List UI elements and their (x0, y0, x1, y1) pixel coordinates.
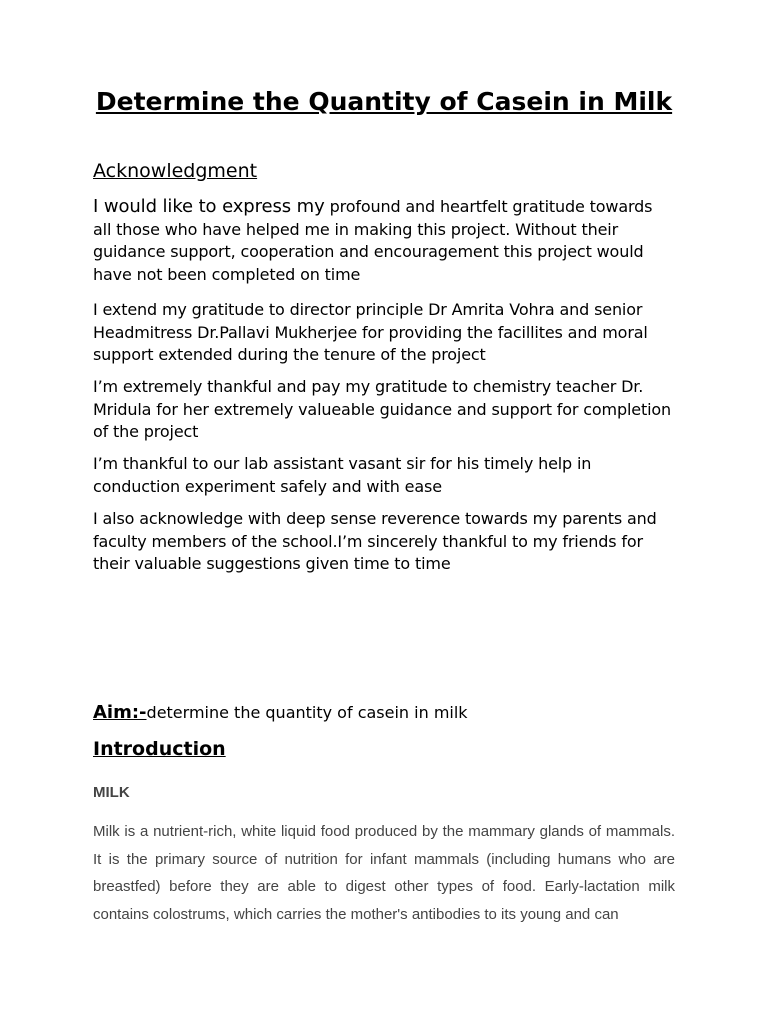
introduction-heading: Introduction (93, 738, 226, 760)
acknowledgment-paragraph-1-rest: profound and heartfelt gratitude towards all those who have helped me in making this project. Without their guidance support, cooperation and encouragement this project would have not been completed on time (93, 197, 653, 284)
document-title: Determine the Quantity of Casein in Milk (95, 87, 673, 116)
acknowledgment-paragraph-5: I also acknowledge with deep sense reverence towards my parents and faculty members of the school.I’m sincerely thankful to my friends for their valuable suggestions given time to time (93, 509, 657, 573)
acknowledgment-paragraph-2: I extend my gratitude to director principle Dr Amrita Vohra and senior Headmitress Dr.Pallavi Mukherjee for providing the facillites and moral support extended during the tenure of the project (93, 300, 648, 364)
milk-paragraph: Milk is a nutrient-rich, white liquid food produced by the mammary glands of mammals. It is the primary source of nutrition for infant mammals (including humans who are breastfed) before they are able to digest other types of food. Early-lactation milk contains colostrums, which carries the mother's antibodies to its young and can (93, 823, 675, 923)
acknowledgment-paragraph-4: I’m thankful to our lab assistant vasant sir for his timely help in conduction experiment safely and with ease (93, 454, 592, 496)
acknowledgment-heading: Acknowledgment (93, 160, 258, 182)
milk-subheading: MILK (93, 784, 130, 801)
acknowledgment-paragraph-3: I’m extremely thankful and pay my gratitude to chemistry teacher Dr. Mridula for her extremely valueable guidance and support for completion of the project (93, 377, 672, 441)
aim-label: Aim:- (93, 702, 147, 723)
acknowledgment-paragraph-1-lead: I would like to express my (93, 196, 325, 217)
acknowledgment-paragraph-1 (93, 196, 675, 286)
aim-line (93, 702, 468, 723)
aim-text: determine the quantity of casein in milk (146, 703, 468, 722)
